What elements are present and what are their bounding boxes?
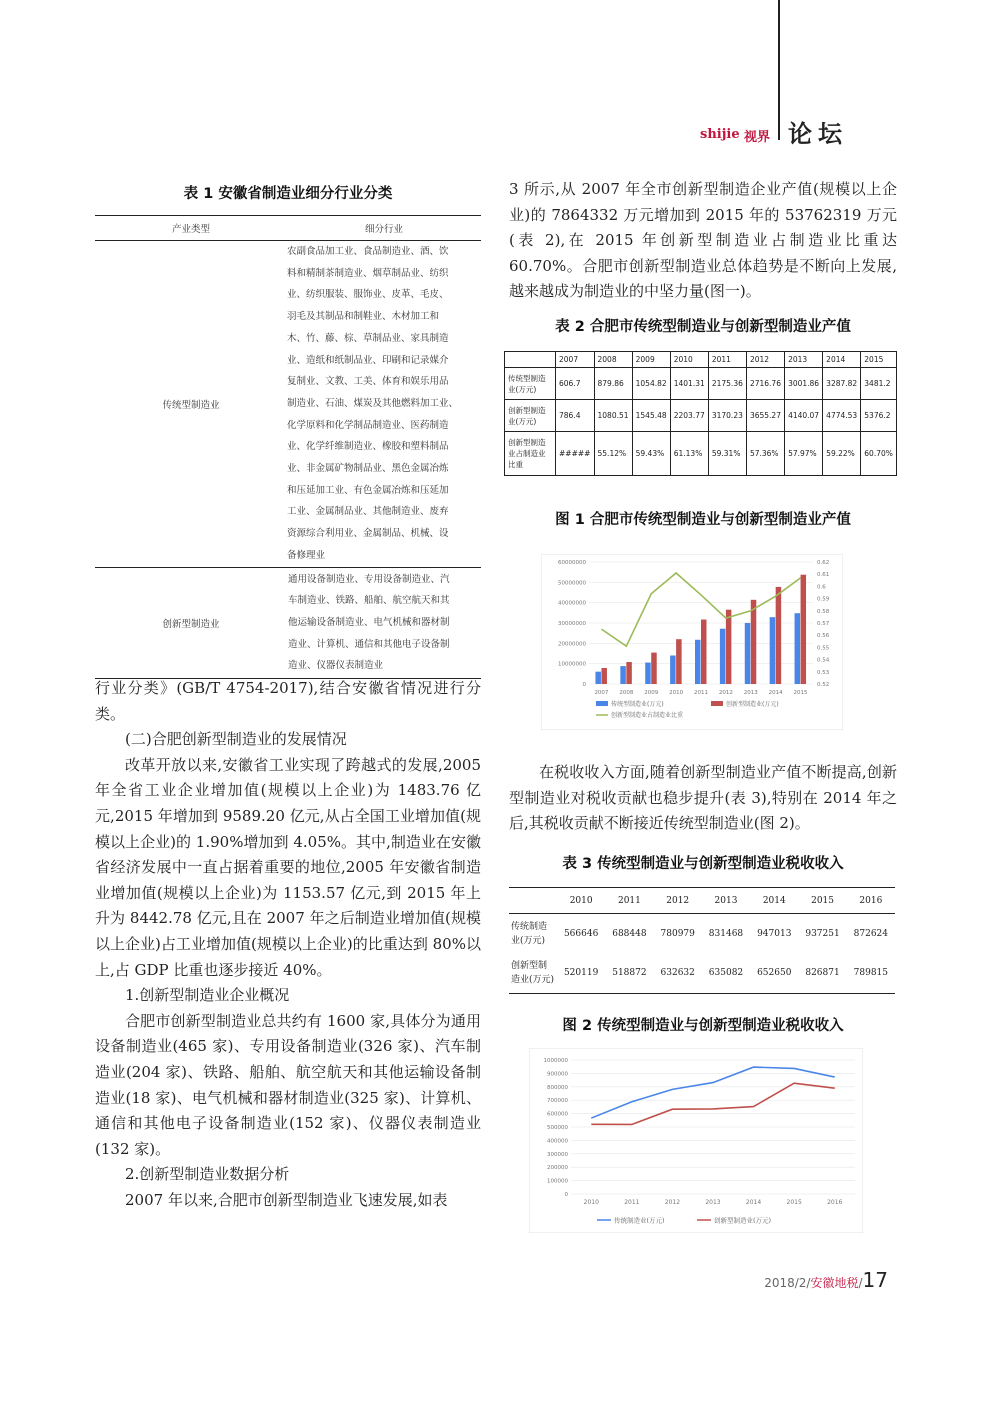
page-footer: 2018/2/安徽地税/17 — [764, 1268, 888, 1292]
table2-row — [505, 368, 897, 400]
footer-issue: 2018/2/ — [764, 1276, 811, 1290]
table2-year: 2009 — [632, 352, 670, 368]
table2 — [504, 351, 897, 476]
subheading: (二)合肥创新型制造业的发展情况 — [125, 730, 347, 749]
chart1-bar — [676, 639, 682, 684]
chart1-y2-tick: 0.6 — [817, 584, 826, 591]
chart2-legend-label: 传统制造业(万元) — [614, 1216, 665, 1225]
paragraph: 合肥市创新型制造业总共约有 1600 家,具体分为通用设备制造业(465 家)、专用设备制造业(326 家)、汽车制造业(204 家)、铁路、船舶、航空航天和其他运输设备制造业(18 家)、电气机械和器材制造业(325 家)、计算机、通信和其他电子设备制造业(152 家)、仪器仪表制造业(132 家)。 — [95, 1011, 481, 1158]
header-chinese: 视界 — [744, 130, 771, 145]
table1-detail-line: 化学原料和化学制品制造业、医药制造 — [287, 419, 449, 431]
chart1-y-tick: 10000000 — [558, 661, 586, 668]
chart1-y2-tick: 0.62 — [817, 560, 830, 566]
chart1-y2-tick: 0.59 — [817, 596, 830, 603]
table2-caption: 表 2 合肥市传统型制造业与创新型制造业产值 — [555, 319, 851, 335]
chart2-x-tick: 2013 — [705, 1199, 721, 1206]
table1-detail-line: 业、化学纤维制造业、橡胶和塑料制品 — [287, 441, 449, 453]
table2-year: 2013 — [785, 352, 823, 368]
header-rule — [778, 0, 780, 140]
table2-row-label: 创新型制造业(万元) — [505, 400, 556, 432]
table2-row-label: 创新型制造业占制造业比重 — [505, 432, 556, 476]
table2-cell: 60.70% — [861, 432, 897, 476]
table3-cell: 789815 — [853, 968, 889, 979]
paragraph: 3 所示,从 2007 年全市创新型制造企业产值(规模以上企业)的 7864332 万元增加到 2015 年的 53762319 万元(表 2),在 2015 年创新型制造业占制造业比重达 60.70%。合肥市创新型制造业总体趋势是不断向上发展,越来越成为制造业的中坚力量(图一)。 — [509, 180, 897, 301]
chart1-x-tick: 2008 — [619, 690, 634, 696]
chart1-legend-swatch — [596, 701, 608, 706]
table3-row-label: 创新型制造业(万元) — [511, 961, 555, 986]
chart1-y2-tick: 0.58 — [817, 608, 830, 615]
chart1-legend-label: 创新型制造业(万元) — [726, 701, 779, 708]
table2-year: 2012 — [746, 352, 784, 368]
chart1-y-tick: 40000000 — [558, 600, 586, 607]
chart1-y2-tick: 0.54 — [817, 657, 830, 664]
paragraph: 行业分类》(GB/T 4754-2017),结合安徽省情况进行分类。 — [95, 679, 481, 723]
table1-row-detail — [287, 567, 481, 679]
chart2-x-tick: 2014 — [745, 1199, 762, 1206]
table2-cell: 1080.51 — [594, 400, 632, 432]
figure2-caption: 图 2 传统型制造业与创新型制造业税收收入 — [562, 1018, 844, 1034]
chart1-x-tick: 2010 — [669, 690, 684, 696]
paragraph: 在税收收入方面,随着创新型制造业产值不断提高,创新型制造业对税收贡献也稳步提升(表 3),特别在 2014 年之后,其税收贡献不断接近传统型制造业(图 2)。 — [509, 763, 897, 833]
table3-year: 2011 — [605, 888, 653, 914]
subheading: 1.创新型制造业企业概况 — [125, 986, 290, 1005]
table2-cell: 1054.82 — [632, 368, 670, 400]
chart2-x-tick: 2010 — [583, 1199, 599, 1206]
table3-cell: 635082 — [708, 968, 744, 979]
table2-cell: 57.36% — [746, 432, 784, 476]
table3-cell: 652650 — [757, 968, 792, 979]
chart1-y2-tick: 0.53 — [817, 669, 830, 676]
chart1-x-tick: 2015 — [793, 690, 808, 696]
chart2-y-tick: 700000 — [547, 1098, 568, 1105]
footer-journal: 安徽地税 — [810, 1276, 859, 1290]
chart1-y2-tick: 0.57 — [817, 621, 830, 627]
chart2-x-tick: 2016 — [827, 1199, 843, 1206]
table1-detail-line: 复制业、文教、工美、体育和娱乐用品 — [287, 376, 449, 388]
table3-row — [509, 914, 895, 954]
table2-year: 2011 — [708, 352, 746, 368]
paragraph: 改革开放以来,安徽省工业实现了跨越式的发展,2005 年全省工业企业增加值(规模以上企业)为 1483.76 亿元,2015 年增加到 9589.20 亿元,从占全国工业增加值(规模以上企业)的 1.90%增加到 4.05%。其中,制造业在安徽省经济发展中一直占据着重要的地位,2005 年安徽省制造业增加值(规模以上企业)为 1153.57 亿元,到 2015 年上升为 8442.78 亿元,且在 2007 年之后制造业增加值(规模以上企业)占工业增加值(规模以上企业)的比重达到 80%以上,占 GDP 比重也逐步接近 40%。 — [95, 755, 481, 979]
table1-detail-line: 农副食品加工业、食品制造业、酒、饮 — [287, 246, 449, 257]
figure2 — [529, 1048, 863, 1233]
figure1-caption: 图 1 合肥市传统型制造业与创新型制造业产值 — [555, 512, 851, 528]
table2-year: 2015 — [861, 352, 897, 368]
page-number: 17 — [862, 1268, 888, 1292]
chart1-bar — [601, 668, 607, 684]
table2-cell: 1545.48 — [632, 400, 670, 432]
chart1-legend-label: 传统型制造业(万元) — [611, 701, 664, 708]
chart2-y-tick: 400000 — [547, 1138, 568, 1145]
table3-year: 2012 — [654, 888, 702, 914]
table1-detail-line: 他运输设备制造业、电气机械和器材制 — [288, 616, 450, 628]
chart1-y2-tick: 0.61 — [817, 572, 830, 579]
paragraph: 2007 年以来,合肥市创新型制造业飞速发展,如表 — [125, 1190, 448, 1209]
chart1-x-tick: 2014 — [768, 690, 783, 696]
chart2-y-tick: 600000 — [547, 1111, 568, 1118]
chart1-y-tick: 30000000 — [558, 621, 586, 627]
chart1-bar — [770, 617, 776, 684]
table1-caption: 表 1 安徽省制造业细分行业分类 — [183, 186, 393, 202]
table1-detail-line: 业、非金属矿物制品业、黑色金属冶炼 — [287, 463, 449, 475]
table2-year: 2014 — [823, 352, 861, 368]
chart1-y2-tick: 0.52 — [817, 682, 830, 688]
table2-cell: 3481.2 — [861, 368, 897, 400]
table1-row-detail — [287, 241, 481, 568]
table1-detail-line: 木、竹、藤、棕、草制品业、家具制造 — [287, 332, 449, 344]
left-column — [95, 676, 481, 1213]
chart1-y-tick: 60000000 — [558, 560, 586, 566]
chart1-x-tick: 2012 — [718, 690, 733, 696]
table1-detail-line: 车制造业、铁路、船舶、航空航天和其 — [288, 595, 450, 607]
table2-cell: 3001.86 — [785, 368, 823, 400]
table2-row — [505, 400, 897, 432]
table3-cell: 688448 — [612, 928, 647, 939]
table2-cell: 2716.76 — [746, 368, 784, 400]
chart2-y-tick: 300000 — [547, 1151, 568, 1158]
section-title: 论坛 — [788, 120, 848, 148]
chart1-bar — [626, 662, 632, 684]
table3-row — [509, 954, 895, 994]
chart2-y-tick: 200000 — [547, 1165, 568, 1172]
table1 — [95, 215, 481, 679]
table3-year: 2013 — [702, 888, 750, 914]
table1-detail-line: 业、造纸和纸制品业、印刷和记录媒介 — [287, 354, 449, 366]
table2-cell: 4774.53 — [823, 400, 861, 432]
chart1-y2-tick: 0.55 — [817, 645, 830, 652]
table2-row-label: 传统型制造业(万元) — [505, 368, 556, 400]
table2-year: 2008 — [594, 352, 632, 368]
header-english: shijie — [700, 127, 740, 142]
table3-row-label: 传统制造业(万元) — [511, 921, 548, 946]
table3-cell: 632632 — [660, 968, 695, 979]
chart1-bar — [801, 575, 807, 684]
table2-cell: 57.97% — [785, 432, 823, 476]
chart1-y-tick: 20000000 — [558, 641, 586, 648]
table1-header-detail: 细分行业 — [287, 216, 481, 241]
table3-cell: 872624 — [853, 928, 889, 939]
chart1-y2-tick: 0.56 — [817, 633, 830, 640]
table2-cell: ##### — [556, 432, 595, 476]
chart1-bar — [776, 587, 782, 684]
table3-year: 2016 — [847, 888, 895, 914]
table1-detail-line: 备修理业 — [287, 549, 326, 561]
chart2-y-tick: 0 — [564, 1192, 568, 1198]
table1-detail-line: 资源综合利用业、金属制品、机械、设 — [287, 528, 449, 540]
table1-detail-line: 工业、金属制品业、其他制造业、废弃 — [287, 506, 449, 518]
chart1-bar — [695, 640, 701, 684]
table3-year: 2010 — [557, 888, 605, 914]
table2-cell: 61.13% — [670, 432, 708, 476]
table3-cell: 780979 — [660, 928, 695, 939]
table3-cell: 520119 — [563, 968, 599, 979]
table1-row-type: 传统型制造业 — [95, 241, 287, 568]
chart1-x-tick: 2013 — [743, 690, 758, 696]
chart1-bar — [751, 600, 757, 684]
table2-year: 2007 — [556, 352, 595, 368]
table2-cell: 879.86 — [594, 368, 632, 400]
right-column-top — [509, 177, 897, 305]
table2-cell: 59.43% — [632, 432, 670, 476]
table3-cell: 518872 — [612, 968, 647, 979]
table1-detail-line: 制造业、石油、煤炭及其他燃料加工业、 — [287, 397, 459, 409]
chart2-x-tick: 2011 — [624, 1199, 640, 1206]
table2-cell: 3655.27 — [746, 400, 784, 432]
table2-cell: 1401.31 — [670, 368, 708, 400]
table1-detail-line: 通用设备制造业、专用设备制造业、汽 — [288, 573, 450, 585]
chart1-bar — [795, 613, 801, 684]
chart1-y-tick: 0 — [582, 682, 586, 688]
chart1-bar — [651, 653, 657, 684]
chart1-bar — [745, 623, 751, 684]
table2-cell: 5376.2 — [861, 400, 897, 432]
table1-detail-line: 料和精制茶制造业、烟草制品业、纺织 — [287, 267, 449, 279]
table2-cell: 55.12% — [594, 432, 632, 476]
table3 — [509, 887, 895, 994]
table3-cell: 831468 — [708, 928, 744, 939]
table2-cell: 59.31% — [708, 432, 746, 476]
table2-cell: 2175.36 — [708, 368, 746, 400]
table3-caption: 表 3 传统型制造业与创新型制造业税收收入 — [562, 856, 844, 872]
table3-cell: 947013 — [757, 928, 792, 939]
chart1-x-tick: 2007 — [594, 690, 609, 696]
chart1-bar — [670, 656, 676, 684]
chart2-y-tick: 900000 — [547, 1071, 568, 1078]
subheading: 2.创新型制造业数据分析 — [125, 1165, 290, 1184]
chart1-x-tick: 2011 — [694, 690, 708, 696]
table2-year: 2010 — [670, 352, 708, 368]
chart1-legend-label: 创新型制造业占制造业比重 — [611, 712, 684, 719]
table3-year: 2014 — [750, 888, 798, 914]
chart2-y-tick: 800000 — [547, 1084, 568, 1091]
chart2-legend-label: 创新型制造业(万元) — [714, 1216, 772, 1225]
table1-detail-line: 羽毛及其制品和制鞋业、木材加工和 — [287, 311, 440, 323]
table2-row — [505, 432, 897, 476]
chart2-y-tick: 1000000 — [543, 1058, 568, 1064]
chart2-y-tick: 100000 — [547, 1178, 568, 1185]
table3-cell: 937251 — [805, 928, 840, 939]
table2-cell: 606.7 — [556, 368, 595, 400]
chart2-y-tick: 500000 — [547, 1125, 568, 1131]
chart1-bar — [720, 629, 726, 684]
chart2-x-tick: 2012 — [664, 1199, 681, 1206]
chart1-bar — [701, 620, 707, 684]
table2-cell: 786.4 — [556, 400, 595, 432]
table1-header-type: 产业类型 — [95, 216, 287, 241]
table3-year: 2015 — [798, 888, 846, 914]
chart1-bar — [595, 672, 601, 684]
table1-detail-line: 造业、计算机、通信和其他电子设备制 — [288, 638, 450, 650]
chart1-legend-swatch — [711, 701, 723, 706]
table1-detail-line: 业、纺织服装、服饰业、皮革、毛皮、 — [287, 289, 449, 301]
table3-cell: 826871 — [805, 968, 840, 979]
table2-cell: 4140.07 — [785, 400, 823, 432]
right-column-middle — [509, 760, 897, 837]
table2-cell: 2203.77 — [670, 400, 708, 432]
table1-detail-line: 造业、仪器仪表制造业 — [288, 660, 384, 672]
chart2-x-tick: 2015 — [786, 1199, 802, 1206]
chart1-x-tick: 2009 — [644, 690, 659, 696]
chart1-bar — [620, 666, 626, 684]
table3-cell: 566646 — [563, 928, 599, 939]
table1-detail-line: 和压延加工业、有色金属冶炼和压延加 — [287, 484, 449, 496]
figure1 — [541, 554, 843, 730]
table1-row-type: 创新型制造业 — [95, 567, 287, 679]
chart1-y-tick: 50000000 — [558, 580, 586, 587]
table2-cell: 59.22% — [823, 432, 861, 476]
chart1-bar — [726, 610, 732, 684]
table2-cell: 3287.82 — [823, 368, 861, 400]
chart1-bar — [645, 663, 651, 684]
table2-cell: 3170.23 — [708, 400, 746, 432]
